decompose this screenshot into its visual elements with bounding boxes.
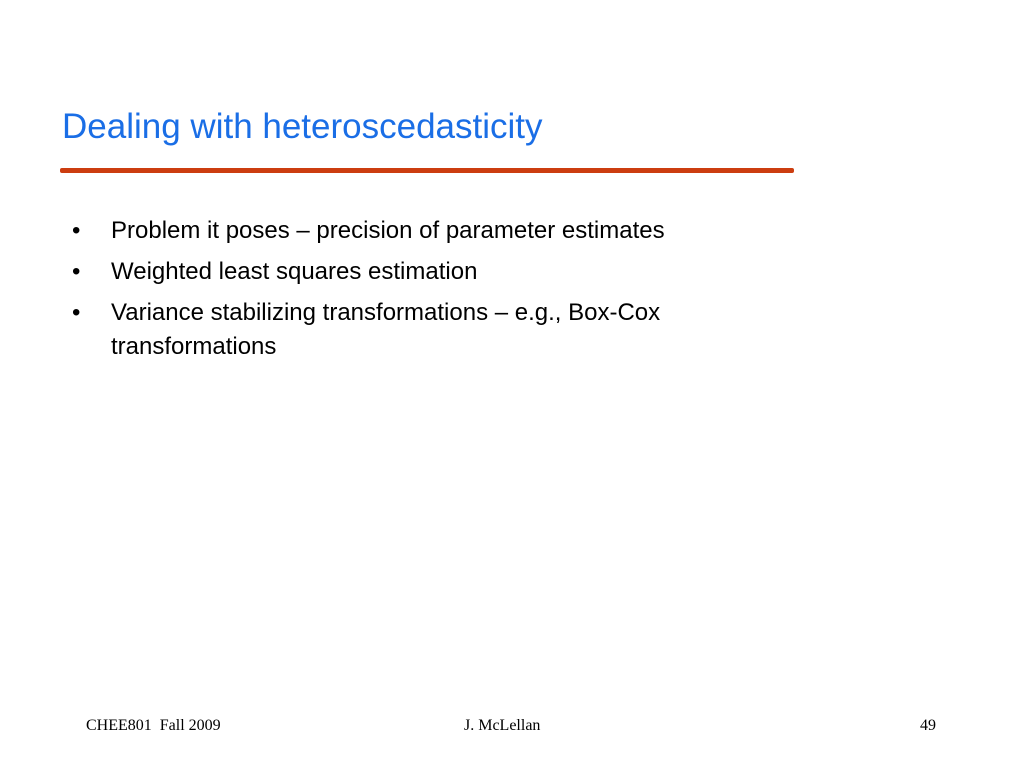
- bullet-text: Problem it poses – precision of parameter estimates: [111, 217, 665, 244]
- list-item: [72, 296, 792, 364]
- list-item: [72, 214, 792, 248]
- list-item: [72, 255, 792, 289]
- footer-course-term: CHEE801 Fall 2009: [86, 717, 221, 734]
- bullet-list: [72, 214, 792, 371]
- slide-title: Dealing with heteroscedasticity: [62, 107, 543, 146]
- bullet-dot-icon: •: [72, 258, 81, 285]
- bullet-dot-icon: •: [72, 217, 81, 244]
- bullet-dot-icon: •: [72, 299, 81, 326]
- title-underline-rule: [60, 168, 794, 173]
- bullet-text: Weighted least squares estimation: [111, 258, 478, 285]
- footer-author: J. McLellan: [464, 717, 541, 734]
- bullet-text: Variance stabilizing transformations – e.g., Box-Cox transformations: [111, 299, 661, 360]
- footer-page-number: 49: [920, 717, 936, 734]
